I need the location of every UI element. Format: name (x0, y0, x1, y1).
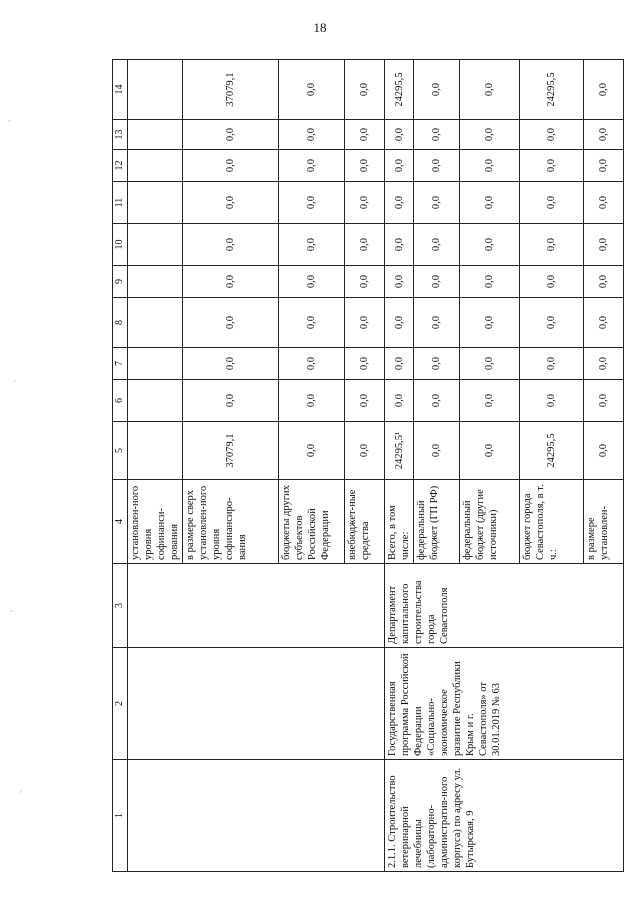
value-cell (128, 224, 183, 266)
value-cell: 24295,5 (520, 422, 584, 480)
funding-source: в размере установлен- (584, 480, 624, 564)
value-cell: 0,0 (183, 348, 279, 380)
value-cell: 0,0 (183, 224, 279, 266)
value-cell: 0,0 (414, 150, 460, 182)
value-cell: 0,0 (279, 380, 345, 422)
column-number: 11 (113, 182, 128, 224)
value-cell (128, 60, 183, 120)
value-cell: 0,0 (460, 266, 520, 298)
value-cell: 0,0 (520, 348, 584, 380)
value-cell: 0,0 (385, 266, 414, 298)
scan-speck (10, 610, 13, 612)
value-cell: 0,0 (414, 298, 460, 348)
value-cell: 0,0 (414, 380, 460, 422)
funding-source: бюджет города Севастополя, в т. ч.: (520, 480, 584, 564)
value-cell: 0,0 (414, 120, 460, 150)
rotated-table-sheet (112, 60, 608, 872)
value-cell: 0,0 (345, 348, 385, 380)
value-cell: 0,0 (183, 120, 279, 150)
value-cell: 0,0 (385, 298, 414, 348)
value-cell: 24295,5¹ (385, 422, 414, 480)
value-cell: 0,0 (385, 380, 414, 422)
program-name: Государственная программа Российской Федерации «Социально-экономическое развитие Республики Крым и г. Севастополя» от 30.01.2019 № 63 (385, 648, 624, 760)
value-cell: 0,0 (584, 348, 624, 380)
value-cell: 0,0 (385, 120, 414, 150)
column-number: 8 (113, 298, 128, 348)
value-cell: 0,0 (520, 266, 584, 298)
value-cell: 0,0 (414, 60, 460, 120)
value-cell: 0,0 (279, 224, 345, 266)
value-cell: 0,0 (584, 182, 624, 224)
value-cell (128, 120, 183, 150)
scan-speck (14, 380, 16, 382)
cont-cell-col2 (128, 648, 385, 760)
value-cell: 0,0 (414, 182, 460, 224)
value-cell (128, 150, 183, 182)
value-cell (128, 266, 183, 298)
value-cell: 0,0 (460, 298, 520, 348)
value-cell: 0,0 (414, 266, 460, 298)
value-cell: 24295,5 (520, 60, 584, 120)
column-number: 1 (113, 760, 128, 872)
value-cell: 0,0 (414, 224, 460, 266)
value-cell (128, 182, 183, 224)
value-cell: 0,0 (460, 224, 520, 266)
value-cell: 0,0 (279, 60, 345, 120)
value-cell: 0,0 (183, 298, 279, 348)
value-cell: 0,0 (345, 120, 385, 150)
value-cell: 0,0 (345, 380, 385, 422)
column-number: 6 (113, 380, 128, 422)
value-cell: 0,0 (345, 60, 385, 120)
value-cell: 0,0 (279, 182, 345, 224)
column-number: 9 (113, 266, 128, 298)
value-cell: 0,0 (279, 266, 345, 298)
value-cell: 0,0 (584, 150, 624, 182)
funding-source: федеральный бюджет (другие источники) (460, 480, 520, 564)
column-number: 10 (113, 224, 128, 266)
value-cell: 0,0 (279, 150, 345, 182)
column-number-row (113, 60, 128, 872)
value-cell: 0,0 (183, 150, 279, 182)
value-cell: 0,0 (460, 60, 520, 120)
column-number: 5 (113, 422, 128, 480)
value-cell: 0,0 (584, 120, 624, 150)
value-cell: 0,0 (345, 266, 385, 298)
funding-source: в размере сверх установлен-ного уровня софинансиро-вания (183, 480, 279, 564)
column-number: 7 (113, 348, 128, 380)
value-cell (128, 348, 183, 380)
value-cell: 0,0 (584, 266, 624, 298)
value-cell: 0,0 (183, 380, 279, 422)
cont-cell-col1 (128, 760, 385, 872)
value-cell (128, 422, 183, 480)
funding-source: федеральный бюджет (ГП РФ) (414, 480, 460, 564)
scan-speck (8, 120, 11, 122)
value-cell: 0,0 (460, 380, 520, 422)
value-cell: 0,0 (584, 60, 624, 120)
value-cell: 0,0 (520, 150, 584, 182)
value-cell: 0,0 (279, 348, 345, 380)
column-number: 3 (113, 564, 128, 648)
funding-source: установлен-ного уровня софинанси-рования (128, 480, 183, 564)
funding-source: внебюджет-ные средства (345, 480, 385, 564)
value-cell: 0,0 (183, 182, 279, 224)
column-number: 13 (113, 120, 128, 150)
value-cell: 0,0 (345, 182, 385, 224)
column-number: 2 (113, 648, 128, 760)
value-cell: 0,0 (584, 224, 624, 266)
responsible-executor: Департамент капитального строительства города Севастополя (385, 564, 624, 648)
value-cell: 0,0 (584, 380, 624, 422)
value-cell: 0,0 (345, 298, 385, 348)
value-cell: 0,0 (520, 182, 584, 224)
value-cell: 0,0 (460, 422, 520, 480)
value-cell: 24295,5 (385, 60, 414, 120)
column-number: 12 (113, 150, 128, 182)
value-cell: 0,0 (414, 348, 460, 380)
page-number: 18 (313, 20, 327, 35)
scan-speck (20, 790, 22, 793)
value-cell: 0,0 (345, 422, 385, 480)
value-cell: 37079,1 (183, 422, 279, 480)
value-cell: 0,0 (520, 120, 584, 150)
value-cell: 0,0 (279, 120, 345, 150)
value-cell: 0,0 (385, 150, 414, 182)
column-number: 14 (113, 60, 128, 120)
value-cell: 0,0 (279, 298, 345, 348)
table-row (385, 60, 414, 872)
funding-source: бюджеты других субъектов Российской Федерации (279, 480, 345, 564)
value-cell: 0,0 (183, 266, 279, 298)
value-cell: 0,0 (345, 150, 385, 182)
value-cell: 37079,1 (183, 60, 279, 120)
value-cell: 0,0 (385, 182, 414, 224)
column-number: 4 (113, 480, 128, 564)
value-cell: 0,0 (584, 422, 624, 480)
value-cell (128, 298, 183, 348)
item-name: 2.1.1. Строительство ветеринарной лечебницы (лабораторно-административ-ного корпуса) по адресу ул. Бутырская, 9 (385, 760, 624, 872)
value-cell: 0,0 (460, 182, 520, 224)
value-cell: 0,0 (520, 224, 584, 266)
cont-cell-col3 (128, 564, 385, 648)
value-cell: 0,0 (520, 380, 584, 422)
value-cell: 0,0 (345, 224, 385, 266)
value-cell: 0,0 (460, 150, 520, 182)
value-cell: 0,0 (460, 120, 520, 150)
value-cell (128, 380, 183, 422)
value-cell: 0,0 (385, 348, 414, 380)
value-cell: 0,0 (385, 224, 414, 266)
value-cell: 0,0 (414, 422, 460, 480)
value-cell: 0,0 (584, 298, 624, 348)
program-table (112, 59, 624, 872)
value-cell: 0,0 (460, 348, 520, 380)
value-cell: 0,0 (520, 298, 584, 348)
table-row (128, 60, 183, 872)
value-cell: 0,0 (279, 422, 345, 480)
funding-source: Всего, в том числе: (385, 480, 414, 564)
